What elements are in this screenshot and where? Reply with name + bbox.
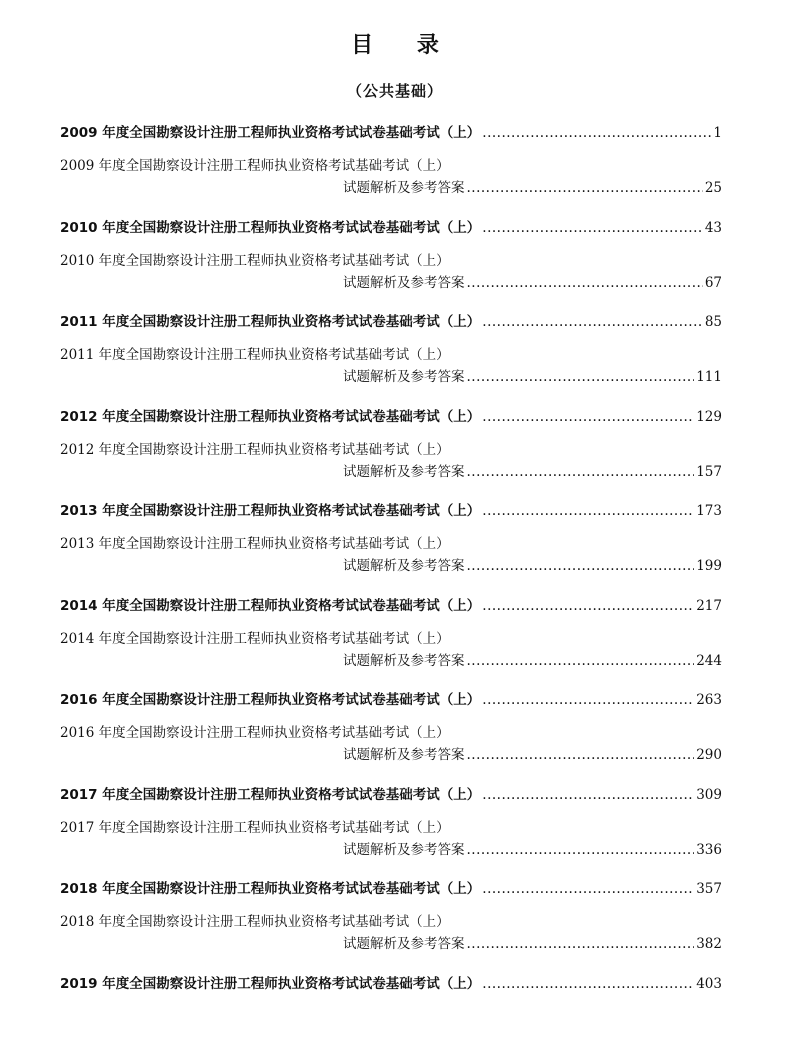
toc-page-number: 199	[696, 558, 722, 574]
leader-dots	[467, 746, 695, 764]
toc-page-number: 85	[704, 314, 722, 330]
toc-page-number: 382	[696, 936, 722, 952]
toc-entry-subtitle: 试题解析及参考答案	[343, 369, 465, 385]
toc-entry-exam[interactable]	[60, 691, 722, 709]
toc-entry-title: 2013 年度全国勘察设计注册工程师执业资格考试试卷基础考试（上）	[60, 503, 481, 519]
toc-entry-title: 2019 年度全国勘察设计注册工程师执业资格考试试卷基础考试（上）	[60, 975, 481, 992]
toc-page-number: 1	[713, 125, 722, 141]
toc-entry-analysis-title[interactable]: 2018 年度全国勘察设计注册工程师执业资格考试基础考试（上）	[60, 914, 450, 930]
toc-entry-analysis[interactable]	[343, 179, 722, 197]
toc-entry-exam[interactable]	[60, 786, 722, 804]
toc-entry-analysis[interactable]	[343, 841, 722, 859]
toc-entry-exam[interactable]	[60, 502, 722, 520]
toc-entry-subtitle: 试题解析及参考答案	[343, 841, 465, 858]
toc-entry-subtitle: 试题解析及参考答案	[343, 652, 465, 669]
toc-entry-title: 2009 年度全国勘察设计注册工程师执业资格考试试卷基础考试（上）	[60, 125, 481, 141]
leader-dots	[467, 652, 695, 670]
toc-entry-subtitle: 试题解析及参考答案	[343, 747, 465, 763]
toc-entry-analysis-title[interactable]: 2009 年度全国勘察设计注册工程师执业资格考试基础考试（上）	[60, 158, 450, 174]
page-title: 目 录	[351, 33, 457, 58]
toc-entry-exam[interactable]	[60, 880, 722, 898]
toc-page-number: 217	[696, 597, 722, 614]
leader-dots	[482, 597, 694, 615]
toc-entry-exam[interactable]	[60, 313, 722, 331]
toc-page-number: 403	[696, 975, 722, 992]
leader-dots	[467, 179, 703, 197]
toc-entry-exam[interactable]	[60, 219, 722, 237]
toc-page-number: 173	[696, 503, 722, 519]
leader-dots	[467, 368, 695, 386]
toc-entry-analysis-title[interactable]: 2017 年度全国勘察设计注册工程师执业资格考试基础考试（上）	[60, 819, 450, 836]
leader-dots	[482, 786, 694, 804]
leader-dots	[482, 975, 694, 993]
toc-entry-analysis-title[interactable]: 2012 年度全国勘察设计注册工程师执业资格考试基础考试（上）	[60, 441, 450, 458]
toc-entry-analysis[interactable]	[343, 463, 722, 481]
toc-entry-title: 2011 年度全国勘察设计注册工程师执业资格考试试卷基础考试（上）	[60, 314, 481, 330]
toc-entry-analysis[interactable]	[343, 557, 722, 575]
toc-entry-subtitle: 试题解析及参考答案	[343, 274, 465, 291]
toc-entry-analysis[interactable]	[343, 274, 722, 292]
toc-entry-exam[interactable]	[60, 597, 722, 615]
toc-entry-title: 2016 年度全国勘察设计注册工程师执业资格考试试卷基础考试（上）	[60, 692, 481, 708]
toc-entry-exam[interactable]	[60, 408, 722, 426]
toc-page-number: 43	[704, 219, 722, 236]
toc-entry-analysis[interactable]	[343, 746, 722, 764]
toc-entry-subtitle: 试题解析及参考答案	[343, 936, 465, 952]
leader-dots	[482, 691, 694, 709]
toc-entry-analysis-title[interactable]: 2013 年度全国勘察设计注册工程师执业资格考试基础考试（上）	[60, 536, 450, 552]
leader-dots	[482, 408, 694, 426]
toc-entry-exam[interactable]	[60, 975, 722, 993]
toc-page-number: 309	[696, 786, 722, 803]
toc-page-number: 336	[696, 841, 722, 858]
leader-dots	[467, 935, 695, 953]
toc-entry-analysis[interactable]	[343, 368, 722, 386]
toc-entry-exam[interactable]	[60, 124, 722, 142]
leader-dots	[467, 463, 695, 481]
leader-dots	[482, 219, 703, 237]
toc-entry-subtitle: 试题解析及参考答案	[343, 558, 465, 574]
toc-page-number: 25	[704, 180, 722, 196]
toc-entry-analysis[interactable]	[343, 935, 722, 953]
toc-page-number: 67	[704, 274, 722, 291]
leader-dots	[467, 841, 695, 859]
toc-entry-title: 2010 年度全国勘察设计注册工程师执业资格考试试卷基础考试（上）	[60, 219, 481, 236]
toc-page-number: 129	[696, 408, 722, 425]
toc-page-number: 157	[696, 463, 722, 480]
toc-page-number: 111	[696, 369, 722, 385]
toc-entry-title: 2012 年度全国勘察设计注册工程师执业资格考试试卷基础考试（上）	[60, 408, 481, 425]
toc-entry-analysis-title[interactable]: 2016 年度全国勘察设计注册工程师执业资格考试基础考试（上）	[60, 725, 450, 741]
toc-page-number: 244	[696, 652, 722, 669]
toc-page-number: 263	[696, 692, 722, 708]
toc-entry-subtitle: 试题解析及参考答案	[343, 463, 465, 480]
toc-entry-analysis[interactable]	[343, 652, 722, 670]
leader-dots	[482, 502, 694, 520]
toc-entry-analysis-title[interactable]: 2014 年度全国勘察设计注册工程师执业资格考试基础考试（上）	[60, 630, 450, 647]
leader-dots	[482, 124, 711, 142]
toc-entry-analysis-title[interactable]: 2010 年度全国勘察设计注册工程师执业资格考试基础考试（上）	[60, 252, 450, 269]
toc-entry-title: 2018 年度全国勘察设计注册工程师执业资格考试试卷基础考试（上）	[60, 881, 481, 897]
leader-dots	[467, 557, 695, 575]
leader-dots	[467, 274, 703, 292]
toc-page-number: 357	[696, 881, 722, 897]
section-subtitle: （公共基础）	[346, 82, 443, 100]
toc-entry-title: 2017 年度全国勘察设计注册工程师执业资格考试试卷基础考试（上）	[60, 786, 481, 803]
leader-dots	[482, 880, 694, 898]
toc-entry-subtitle: 试题解析及参考答案	[343, 180, 465, 196]
toc-page-number: 290	[696, 747, 722, 763]
toc-entry-analysis-title[interactable]: 2011 年度全国勘察设计注册工程师执业资格考试基础考试（上）	[60, 347, 450, 363]
toc-entry-title: 2014 年度全国勘察设计注册工程师执业资格考试试卷基础考试（上）	[60, 597, 481, 614]
leader-dots	[482, 313, 703, 331]
